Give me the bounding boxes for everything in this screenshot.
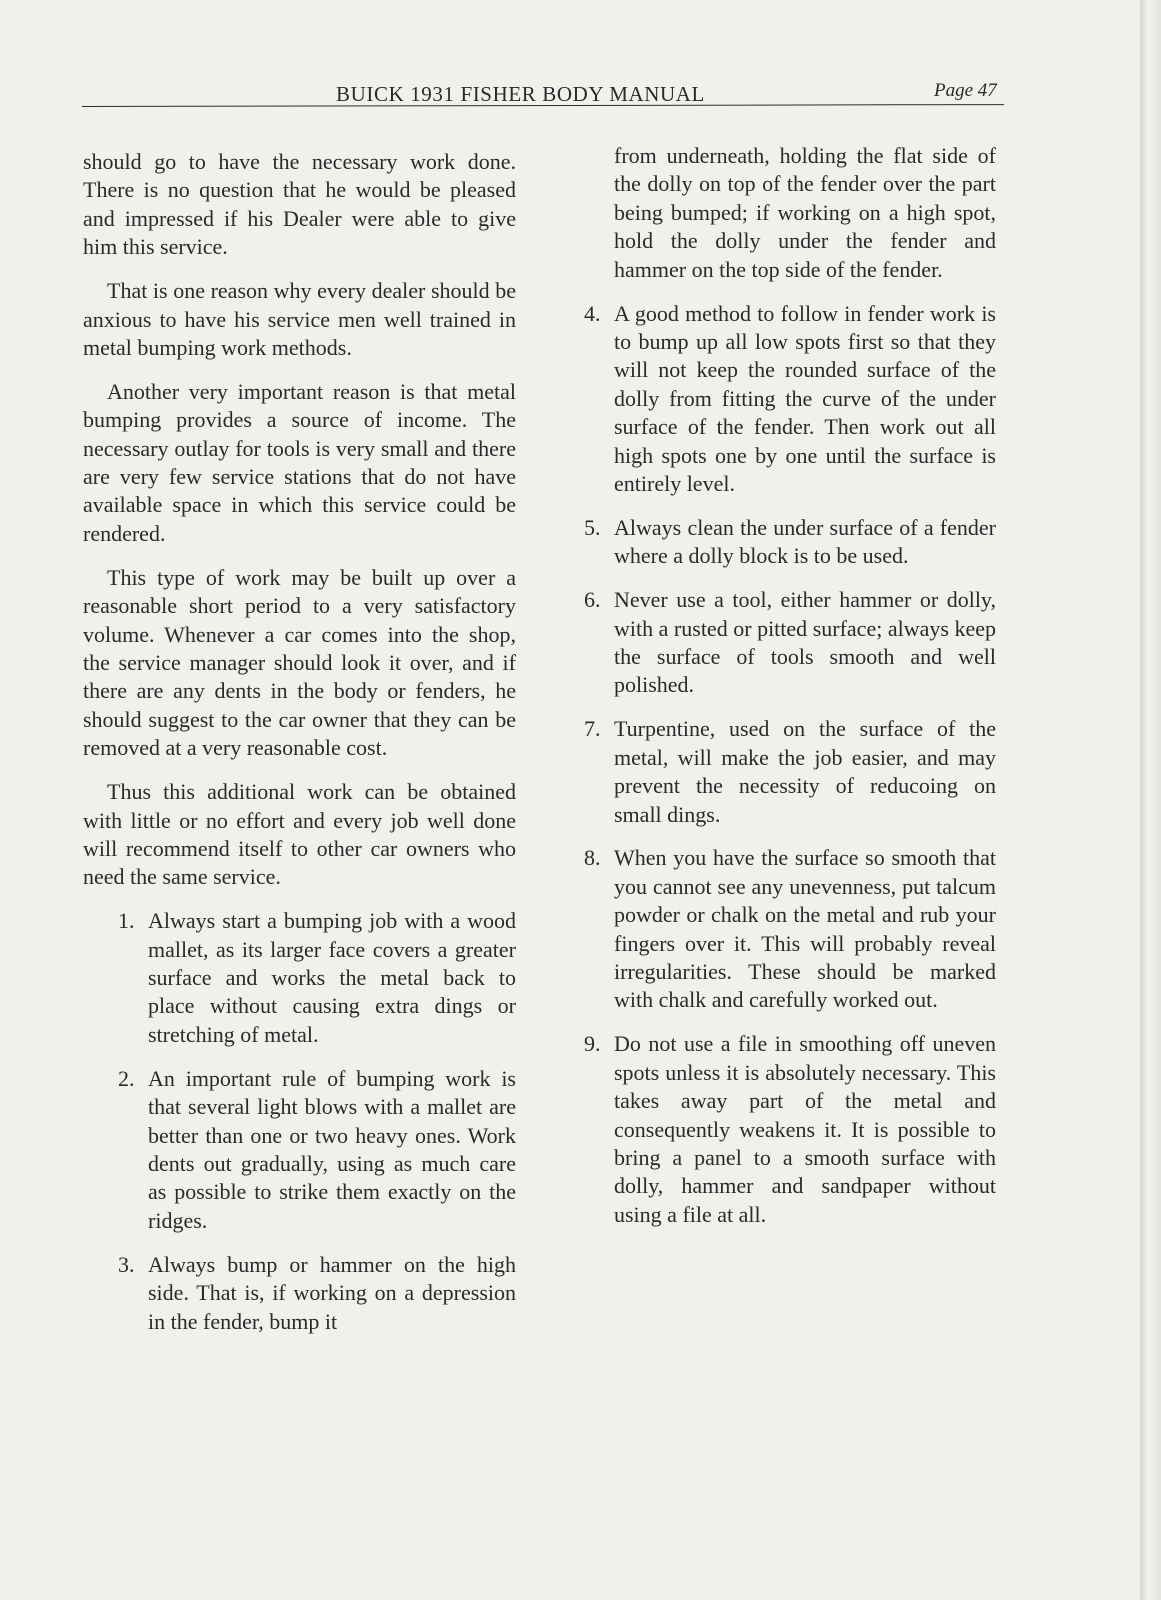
list-item-text: A good method to follow in fender work is to bump up all low spots first so that they will not keep the rounded surface of the dolly from fitting the curve of the under surface of the fender. Then work out all high spots one by one until the surface is entirely level. — [614, 300, 996, 496]
left-column — [83, 148, 516, 1351]
list-number: 7. — [584, 716, 601, 742]
list-item-text: Do not use a file in smoothing off uneven spots unless it is absolutely necessary. This takes away part of the metal and consequently weakens it. It is possible to bring a panel to a smooth surface with dolly, hammer and sandpaper without using a file at all. — [614, 1031, 996, 1227]
list-item-text: Always start a bumping job with a wood mallet, as its larger face covers a greater surface and works the metal back to place without causing extra dings or stretching of metal. — [148, 908, 516, 1047]
right-column — [584, 142, 996, 1245]
list-item-text: Always clean the under surface of a fender where a dolly block is to be used. — [614, 514, 996, 569]
numbered-list — [584, 142, 996, 1229]
list-item-text: Always bump or hammer on the high side. That is, if working on a depression in the fender, bump it — [148, 1251, 516, 1334]
list-item-continuation — [584, 142, 996, 284]
list-item-text: from underneath, holding the flat side of the dolly on top of the fender over the part being bumped; if working on a high spot, hold the dolly under the fender and hammer on the top side of the fender. — [614, 143, 996, 282]
list-item — [584, 1030, 996, 1229]
list-item-text: Turpentine, used on the surface of the metal, will make the job easier, and may prevent the necessity of reducoing on small dings. — [614, 716, 996, 827]
list-number: 2. — [118, 1065, 135, 1091]
list-item-text: An important rule of bumping work is that several light blows with a mallet are better than one or two heavy ones. Work dents out gradually, using as much care as possible to strike them exactly on the ridges. — [148, 1065, 516, 1233]
list-number: 5. — [584, 514, 601, 540]
list-number: 1. — [118, 908, 135, 934]
list-item — [584, 514, 996, 571]
list-item — [584, 300, 996, 499]
list-number: 6. — [584, 587, 601, 613]
paragraph: should go to have the necessary work done. There is no question that he would be pleased and impressed if his Dealer were able to give him this service. — [83, 149, 516, 260]
list-number: 8. — [584, 845, 601, 871]
list-item — [584, 844, 996, 1014]
paragraph: Thus this additional work can be obtained with little or no effort and every job well done will recommend itself to other car owners who need the same service. — [83, 779, 516, 890]
list-item — [118, 1065, 516, 1235]
list-number: 9. — [584, 1031, 601, 1057]
paragraph: That is one reason why every dealer should be anxious to have his service men well trained in metal bumping work methods. — [83, 278, 516, 360]
list-item — [118, 1251, 516, 1336]
list-number: 4. — [584, 300, 601, 326]
list-item — [584, 715, 996, 829]
list-item-text: When you have the surface so smooth that you cannot see any unevenness, put talcum powder or chalk on the metal and rub your fingers over it. This will probably reveal irregularities. These should be marked with chalk and carefully worked out. — [614, 845, 996, 1013]
list-number: 3. — [118, 1251, 135, 1277]
paragraph: This type of work may be built up over a reasonable short period to a very satisfactory volume. Whenever a car comes into the shop, the service manager should look it over, and if there are any dents in the body or fenders, he should suggest to the car owner that they can be removed at a very reasonable cost. — [83, 564, 516, 761]
list-item — [118, 907, 516, 1049]
page-number: Page 47 — [934, 80, 997, 101]
list-item-text: Never use a tool, either hammer or dolly, with a rusted or pitted surface; always keep the surface of tools smooth and well polished. — [614, 587, 996, 698]
numbered-list — [83, 907, 516, 1336]
list-item — [584, 586, 996, 700]
running-head-title: BUICK 1931 FISHER BODY MANUAL — [336, 82, 705, 106]
page-edge — [1140, 0, 1161, 1600]
paragraph: Another very important reason is that metal bumping provides a source of income. The necessary outlay for tools is very small and there are very few service stations that do not have available space in which this service could be rendered. — [83, 378, 516, 546]
